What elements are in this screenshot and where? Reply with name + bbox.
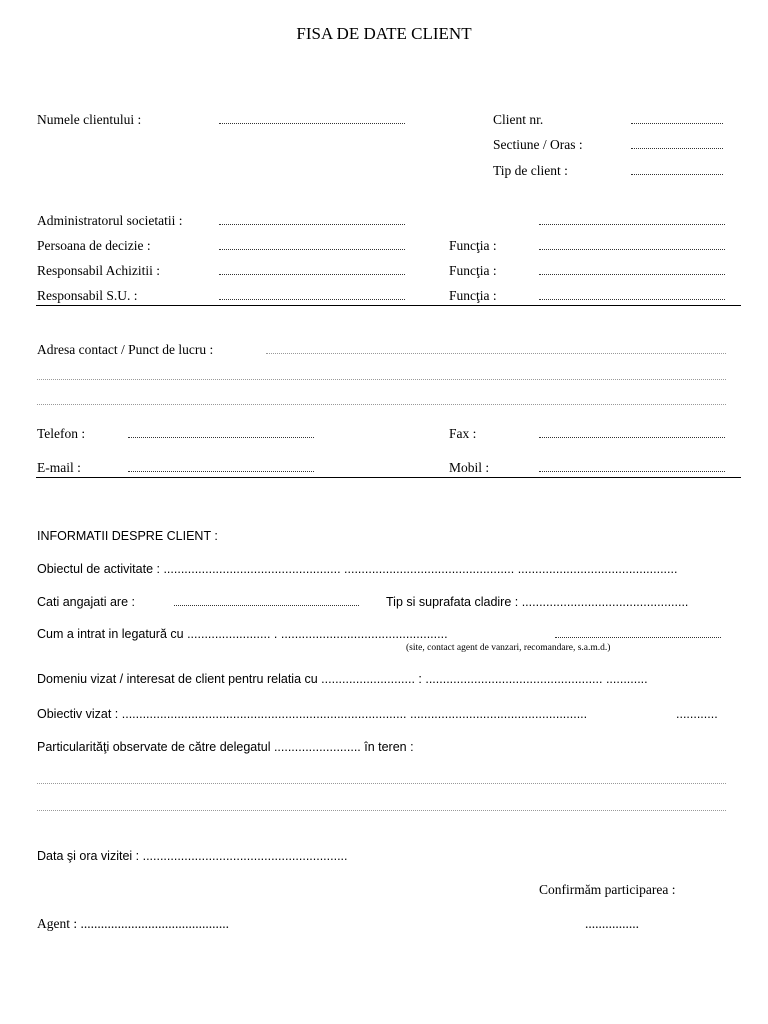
mobile-label: Mobil : (449, 460, 490, 475)
section-divider-1 (36, 305, 741, 306)
purchasing-function-label: Funcţia : (449, 263, 497, 278)
objective-line[interactable]: Obiectiv vizat : .................................................................................. ................................................... (37, 707, 588, 721)
entered-extra-field[interactable] (555, 637, 721, 638)
signature-field[interactable]: ................ (585, 916, 639, 931)
entered-note: (site, contact agent de vanzari, recomandare, s.a.m.d.) (406, 643, 611, 653)
client-nr-field[interactable] (631, 123, 723, 124)
building-line[interactable]: Tip si suprafata cladire : ................................................ (386, 595, 689, 609)
decision-label: Persoana de decizie : (37, 238, 151, 253)
purchasing-function-field[interactable] (539, 274, 725, 275)
admin-label: Administratorul societatii : (37, 213, 183, 228)
section-city-label: Sectiune / Oras : (493, 137, 583, 152)
mobile-field[interactable] (539, 471, 725, 472)
address-label: Adresa contact / Punct de lucru : (37, 342, 214, 357)
address-line-2[interactable] (37, 379, 726, 380)
form-title: FISA DE DATE CLIENT (296, 24, 472, 43)
entered-line[interactable]: Cum a intrat in legatură cu ........................ . ................................................ (37, 627, 448, 641)
info-heading: INFORMATII DESPRE CLIENT : (37, 529, 218, 543)
purchasing-field[interactable] (219, 274, 405, 275)
address-field[interactable] (266, 353, 726, 354)
decision-field[interactable] (219, 249, 405, 250)
particularities-line[interactable]: Particularităţi observate de către delegatul ......................... în teren : (37, 740, 414, 754)
admin-function-field[interactable] (539, 224, 725, 225)
confirm-label: Confirmăm participarea : (539, 882, 676, 897)
client-name-label: Numele clientului : (37, 112, 142, 127)
domain-line[interactable]: Domeniu vizat / interesat de client pentru relatia cu ........................... : ................................................... ............ (37, 672, 648, 686)
fax-label: Fax : (449, 426, 477, 441)
client-type-label: Tip de client : (493, 163, 568, 178)
phone-label: Telefon : (37, 426, 86, 441)
section-city-field[interactable] (631, 148, 723, 149)
activity-line[interactable]: Obiectul de activitate : ................................................... ................................................. .............................................. (37, 562, 678, 576)
client-name-field[interactable] (219, 123, 405, 124)
su-function-field[interactable] (539, 299, 725, 300)
decision-function-label: Funcţia : (449, 238, 497, 253)
employees-field[interactable] (174, 605, 359, 606)
particularities-line-3[interactable] (37, 810, 726, 811)
su-field[interactable] (219, 299, 405, 300)
client-nr-label: Client nr. (493, 112, 544, 127)
purchasing-label: Responsabil Achizitii : (37, 263, 160, 278)
section-divider-2 (36, 477, 741, 478)
admin-field[interactable] (219, 224, 405, 225)
particularities-line-2[interactable] (37, 783, 726, 784)
fax-field[interactable] (539, 437, 725, 438)
visit-date-line[interactable]: Data şi ora vizitei : ........................................................... (37, 849, 348, 863)
agent-line[interactable]: Agent : ............................................ (37, 916, 229, 931)
employees-label: Cati angajati are : (37, 595, 135, 609)
phone-field[interactable] (128, 437, 314, 438)
address-line-3[interactable] (37, 404, 726, 405)
client-type-field[interactable] (631, 174, 723, 175)
su-function-label: Funcţia : (449, 288, 497, 303)
su-label: Responsabil S.U. : (37, 288, 138, 303)
decision-function-field[interactable] (539, 249, 725, 250)
email-label: E-mail : (37, 460, 81, 475)
objective-tail[interactable]: ............ (676, 707, 718, 721)
email-field[interactable] (128, 471, 314, 472)
